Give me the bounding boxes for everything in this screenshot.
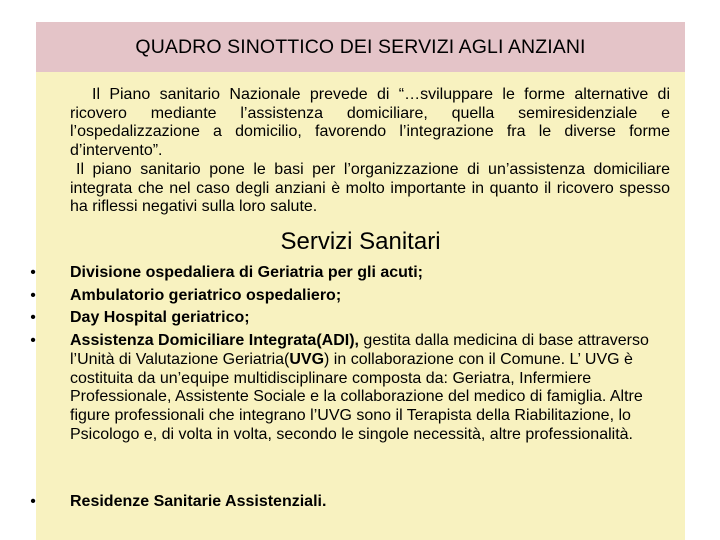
section-heading: Servizi Sanitari	[280, 228, 441, 255]
uvg-acronym: UVG	[289, 350, 325, 368]
list-item	[26, 332, 671, 444]
page-title: QUADRO SINOTTICO DEI SERVIZI AGLI ANZIANI	[135, 35, 586, 58]
service-name: Assistenza Domiciliare Integrata(ADI),	[70, 332, 359, 350]
bullet-icon: •	[30, 286, 36, 304]
intro-text	[70, 86, 670, 217]
service-description: gestita dalla medicina di base attraverso l’Unità di Valutazione Geriatria(	[70, 332, 649, 368]
intro-paragraph-2: Il piano sanitario pone le basi per l’organizzazione di un’assistenza domiciliare integrata che nel caso degli anziani è molto importante in quanto il ricovero spesso ha riflessi negativi sulla loro salute.	[70, 160, 670, 216]
service-name: Residenze Sanitarie Assistenziali.	[70, 493, 327, 510]
service-description-continued: ) in collaborazione con il Comune. L’ UVG è costituita da un’equipe multidisciplinare composta da: Geriatra, Infermiere Professionale, Assistente Sociale e la collaborazione del medico di famiglia. Altre figure professionali che integrano l’UVG sono il Terapista della Riabilitazione, lo Psicologo e, di volta in volta, secondo le singole necessità, altre professionalità.	[70, 350, 643, 443]
list-item	[26, 493, 671, 512]
list-item	[26, 264, 671, 283]
bullet-icon: •	[30, 332, 36, 350]
bullet-icon: •	[30, 493, 36, 510]
title-bar	[36, 22, 685, 72]
service-name: Divisione ospedaliera di Geriatria per gli acuti;	[70, 264, 423, 281]
list-item	[26, 309, 671, 328]
services-list	[26, 264, 671, 448]
list-item	[26, 287, 671, 306]
service-name: Day Hospital geriatrico;	[70, 309, 250, 327]
intro-paragraph-1: Il Piano sanitario Nazionale prevede di “…sviluppare le forme alternative di ricovero mediante l’assistenza domiciliare, quella semiresidenziale e l’ospedalizzazione a domicilio, favorendo l’integrazione fra le diverse forme d’intervento”.	[70, 86, 670, 160]
bullet-icon: •	[30, 309, 36, 327]
bullet-icon: •	[30, 264, 36, 281]
service-name: Ambulatorio geriatrico ospedaliero;	[70, 286, 342, 304]
